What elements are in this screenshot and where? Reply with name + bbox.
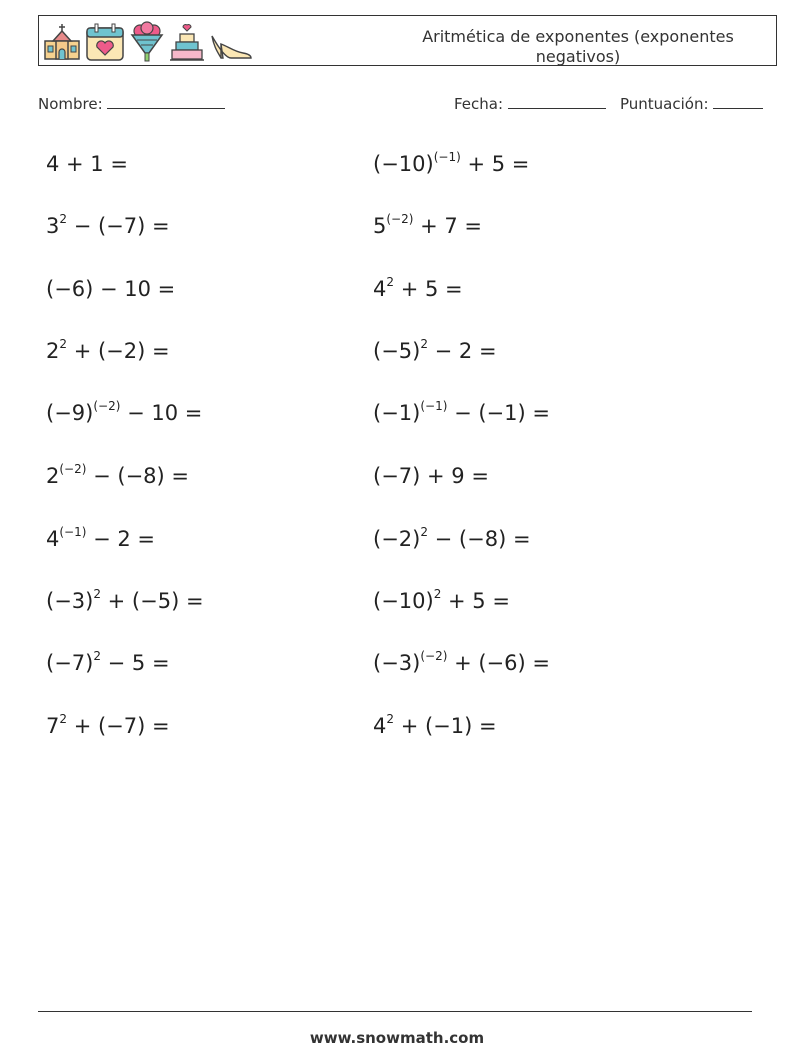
problem-tail: + 5 = — [460, 152, 530, 176]
score-blank[interactable] — [713, 94, 763, 109]
problem-base: (−7) — [46, 651, 94, 675]
problem-tail: − 10 = — [120, 401, 203, 425]
problem-exponent: (−2) — [386, 212, 414, 226]
problem-19 — [46, 714, 170, 738]
problem-12 — [373, 464, 489, 488]
score-label: Puntuación: — [620, 95, 709, 113]
name-field — [38, 94, 225, 113]
problem-tail: + (−6) = — [447, 651, 550, 675]
problem-exponent: 2 — [59, 212, 68, 226]
problem-exponent: (−2) — [59, 462, 87, 476]
problem-base: (−2) — [373, 527, 421, 551]
problem-7 — [46, 339, 170, 363]
problem-base: 4 — [373, 714, 387, 738]
problem-6 — [373, 277, 463, 301]
problem-5 — [46, 277, 175, 301]
problem-exponent: (−2) — [420, 649, 448, 663]
header-icons — [43, 20, 253, 64]
problem-base: (−10) — [373, 589, 434, 613]
problem-base: (−10) — [373, 152, 434, 176]
problem-4 — [373, 214, 482, 238]
problem-exponent: 2 — [93, 649, 101, 663]
problem-base: (−7) + 9 = — [373, 464, 489, 488]
date-label: Fecha: — [454, 95, 504, 113]
problem-exponent: 2 — [59, 712, 68, 726]
footer-divider — [38, 1011, 752, 1012]
name-label: Nombre: — [38, 95, 103, 113]
problem-base: (−9) — [46, 401, 94, 425]
date-field — [454, 94, 606, 113]
calendar-heart-icon — [85, 22, 125, 62]
problem-exponent: (−2) — [93, 399, 121, 413]
problem-tail: + 5 = — [441, 589, 510, 613]
worksheet-title: Aritmética de exponentes (exponentes negativos) — [422, 27, 734, 66]
problem-tail: − 5 = — [100, 651, 170, 675]
problem-tail: + 5 = — [394, 277, 463, 301]
problem-base: 4 — [46, 527, 60, 551]
problem-8 — [373, 339, 497, 363]
problem-exponent: 2 — [59, 337, 68, 351]
problem-18 — [373, 651, 550, 675]
problem-tail: − (−1) = — [447, 401, 550, 425]
high-heel-shoe-icon — [209, 22, 253, 62]
problem-3 — [46, 214, 170, 238]
problem-base: (−6) − 10 = — [46, 277, 176, 301]
score-field — [620, 94, 763, 113]
problem-exponent: (−1) — [420, 399, 448, 413]
problem-11 — [46, 464, 189, 488]
problem-17 — [46, 651, 170, 675]
date-blank[interactable] — [508, 94, 606, 109]
problem-base: 5 — [373, 214, 387, 238]
problem-2 — [373, 152, 529, 176]
worksheet-header — [38, 15, 777, 66]
problem-base: 2 — [46, 339, 60, 363]
problem-16 — [373, 589, 510, 613]
problem-tail: + (−7) = — [67, 714, 170, 738]
problem-1 — [46, 152, 128, 176]
problem-15 — [46, 589, 204, 613]
problem-base: 4 + 1 = — [46, 152, 128, 176]
problem-base: 7 — [46, 714, 60, 738]
problem-base: 2 — [46, 464, 60, 488]
church-icon — [43, 23, 81, 61]
problem-exponent: 2 — [386, 275, 395, 289]
problem-tail: − (−8) = — [427, 527, 531, 551]
bouquet-icon — [129, 21, 165, 63]
problem-exponent: (−1) — [433, 150, 461, 164]
problem-exponent: 2 — [420, 337, 428, 351]
problem-tail: − (−7) = — [67, 214, 170, 238]
problem-tail: − 2 = — [86, 527, 156, 551]
problem-tail: + (−5) = — [100, 589, 204, 613]
problem-tail: + (−2) = — [67, 339, 170, 363]
problem-tail: + (−1) = — [394, 714, 497, 738]
problem-14 — [373, 527, 531, 551]
problem-tail: + 7 = — [413, 214, 483, 238]
problem-13 — [46, 527, 155, 551]
wedding-cake-icon — [169, 21, 205, 63]
problem-base: (−5) — [373, 339, 421, 363]
problem-10 — [373, 401, 550, 425]
problem-exponent: 2 — [93, 587, 101, 601]
problem-9 — [46, 401, 202, 425]
name-blank[interactable] — [107, 94, 225, 109]
problem-exponent: (−1) — [59, 525, 87, 539]
problem-base: 4 — [373, 277, 387, 301]
problem-tail: − (−8) = — [86, 464, 189, 488]
problem-exponent: 2 — [386, 712, 395, 726]
footer-url: www.snowmath.com — [309, 1029, 485, 1047]
problem-base: (−3) — [46, 589, 94, 613]
problem-base: 3 — [46, 214, 60, 238]
problem-exponent: 2 — [433, 587, 442, 601]
problem-tail: − 2 = — [427, 339, 497, 363]
problem-exponent: 2 — [420, 525, 428, 539]
problem-20 — [373, 714, 497, 738]
problem-base: (−3) — [373, 651, 421, 675]
problem-base: (−1) — [373, 401, 421, 425]
